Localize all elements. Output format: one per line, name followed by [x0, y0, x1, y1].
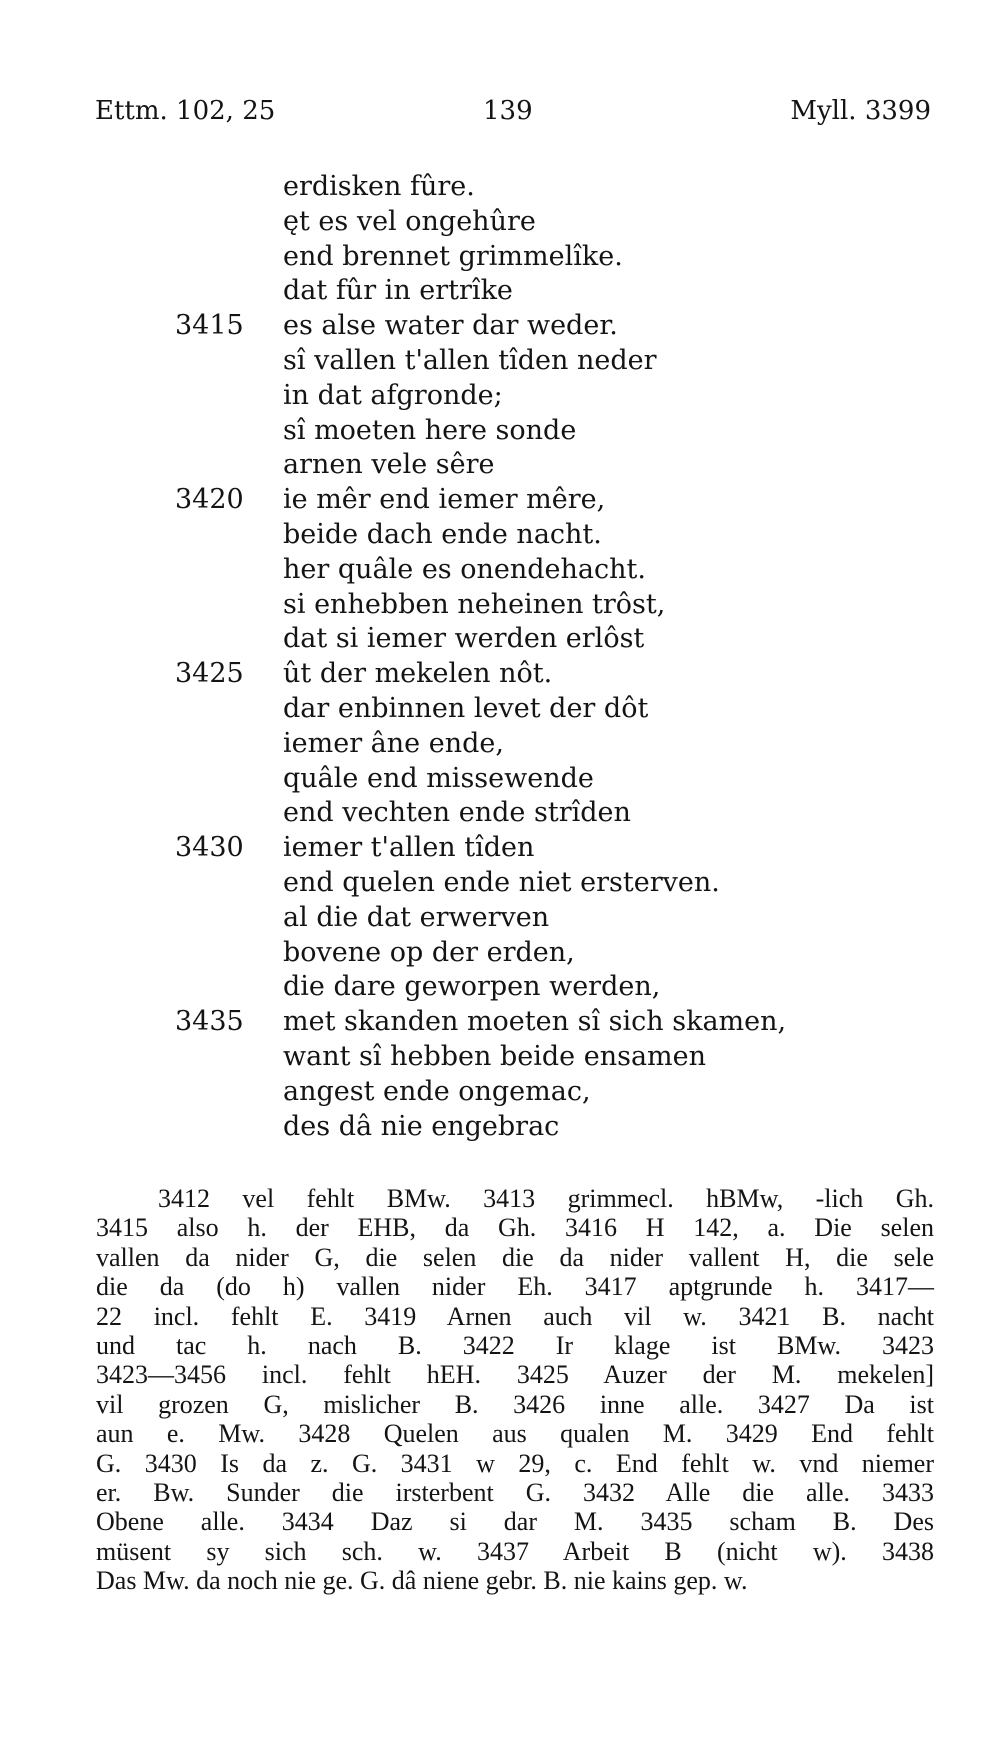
verse-number: 3435: [175, 1006, 244, 1038]
apparatus-line: Das Mw. da noch nie ge. G. dâ niene gebr. B. nie kains gep. w.: [96, 1566, 748, 1596]
verse-number: 3420: [175, 484, 244, 516]
apparatus-line: und tac h. nach B. 3422 Ir klage ist BMw. 3423: [96, 1330, 934, 1360]
verse-line: [0, 936, 1000, 971]
verse-text: ęt es vel ongehûre: [283, 205, 536, 237]
verse-line: [0, 483, 1000, 518]
verse-line: [0, 553, 1000, 588]
apparatus-line: vallen da nider G, die selen die da nider vallent H, die sele: [96, 1242, 934, 1272]
verse-text: sî vallen t'allen tîden neder: [283, 344, 657, 376]
verse-line: [0, 866, 1000, 901]
apparatus-line: 22 incl. fehlt E. 3419 Arnen auch vil w. 3421 B. nacht: [96, 1301, 934, 1331]
header-right-reference: Myll. 3399: [790, 96, 931, 126]
page-number: 139: [483, 96, 533, 126]
verse-text: end vechten ende strîden: [283, 797, 631, 829]
verse-text: des dâ nie engebrac: [283, 1110, 560, 1142]
apparatus-line: die da (do h) vallen nider Eh. 3417 aptgrunde h. 3417—: [96, 1272, 934, 1302]
verse-line: [0, 205, 1000, 240]
verse-line: [0, 1005, 1000, 1040]
apparatus-line: vil grozen G, mislicher B. 3426 inne alle. 3427 Da ist: [96, 1389, 934, 1419]
critical-apparatus: [96, 1184, 934, 1595]
apparatus-line: G. 3430 Is da z. G. 3431 w 29, c. End fehlt w. vnd niemer: [96, 1448, 934, 1478]
verse-text: in dat afgronde;: [283, 379, 503, 411]
verse-text: met skanden moeten sî sich skamen,: [283, 1006, 787, 1038]
verse-line: [0, 970, 1000, 1005]
verse-line: [0, 379, 1000, 414]
apparatus-line: 3423—3456 incl. fehlt hEH. 3425 Auzer der M. mekelen]: [96, 1360, 934, 1390]
running-header: [95, 96, 931, 136]
verse-line: [0, 414, 1000, 449]
verse-line: [0, 796, 1000, 831]
verse-line: [0, 727, 1000, 762]
verse-text: dar enbinnen levet der dôt: [283, 692, 649, 724]
apparatus-line: 3412 vel fehlt BMw. 3413 grimmecl. hBMw, -lich Gh.: [158, 1184, 934, 1213]
verse-text: want sî hebben beide ensamen: [283, 1040, 707, 1072]
verse-line: [0, 692, 1000, 727]
verse-text: end quelen ende niet ersterven.: [283, 866, 720, 898]
poem-text: [0, 170, 1000, 1144]
apparatus-line: aun e. Mw. 3428 Quelen aus qualen M. 3429 End fehlt: [96, 1419, 934, 1449]
verse-line: [0, 622, 1000, 657]
verse-text: erdisken fûre.: [283, 171, 475, 202]
verse-text: iemer t'allen tîden: [283, 832, 535, 864]
verse-line: [0, 274, 1000, 309]
verse-line: [0, 344, 1000, 379]
verse-text: beide dach ende nacht.: [283, 518, 602, 550]
header-left-reference: Ettm. 102, 25: [95, 96, 276, 126]
verse-line: [0, 657, 1000, 692]
verse-text: end brennet grimmelîke.: [283, 240, 623, 272]
verse-line: [0, 588, 1000, 623]
verse-text: quâle end missewende: [283, 762, 594, 794]
verse-text: sî moeten here sonde: [283, 414, 577, 446]
verse-line: [0, 1110, 1000, 1145]
verse-text: bovene op der erden,: [283, 936, 575, 968]
verse-text: ie mêr end iemer mêre,: [283, 484, 606, 516]
verse-text: dat fûr in ertrîke: [283, 275, 513, 307]
verse-line: [0, 901, 1000, 936]
verse-line: [0, 1075, 1000, 1110]
verse-line: [0, 240, 1000, 275]
apparatus-line: müsent sy sich sch. w. 3437 Arbeit B (nicht w). 3438: [96, 1536, 934, 1566]
verse-text: angest ende ongemac,: [283, 1075, 591, 1107]
verse-line: [0, 518, 1000, 553]
verse-number: 3425: [175, 658, 244, 690]
apparatus-line: Obene alle. 3434 Daz si dar M. 3435 scham B. Des: [96, 1507, 934, 1537]
verse-line: [0, 170, 1000, 205]
verse-number: 3430: [175, 832, 244, 864]
verse-number: 3415: [175, 310, 244, 342]
verse-line: [0, 448, 1000, 483]
verse-text: die dare geworpen werden,: [283, 971, 661, 1003]
apparatus-line: er. Bw. Sunder die irsterbent G. 3432 Alle die alle. 3433: [96, 1477, 934, 1507]
apparatus-line: 3415 also h. der EHB, da Gh. 3416 H 142, a. Die selen: [96, 1213, 934, 1243]
verse-line: [0, 762, 1000, 797]
verse-text: al die dat erwerven: [283, 901, 550, 933]
verse-line: [0, 309, 1000, 344]
verse-text: iemer âne ende,: [283, 727, 504, 759]
verse-text: her quâle es onendehacht.: [283, 553, 646, 585]
verse-text: arnen vele sêre: [283, 449, 495, 481]
verse-line: [0, 831, 1000, 866]
verse-text: es alse water dar weder.: [283, 310, 618, 342]
verse-text: si enhebben neheinen trôst,: [283, 588, 666, 620]
verse-line: [0, 1040, 1000, 1075]
verse-text: ût der mekelen nôt.: [283, 658, 553, 690]
verse-text: dat si iemer werden erlôst: [283, 623, 645, 655]
